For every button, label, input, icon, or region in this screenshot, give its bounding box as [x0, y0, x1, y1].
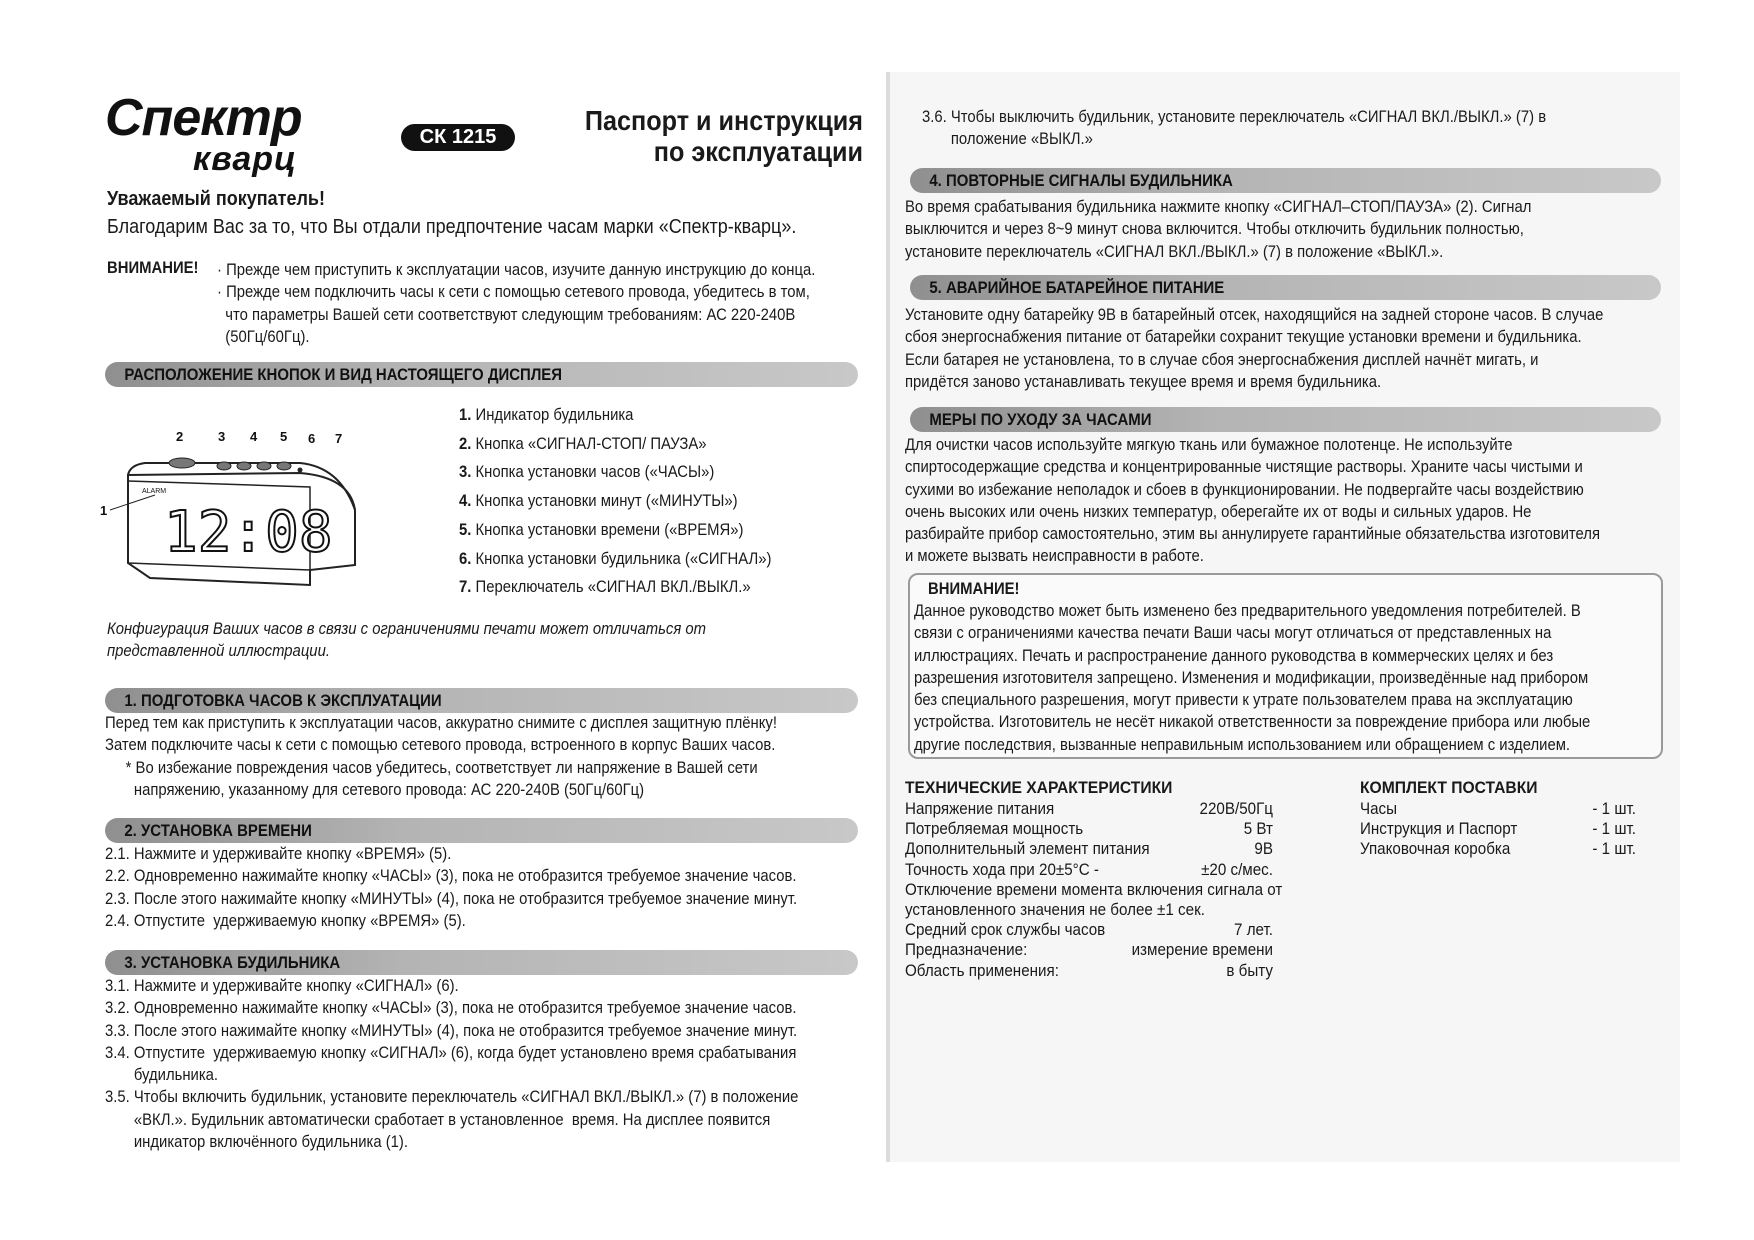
attention-line: (50Гц/60Гц).: [217, 327, 310, 346]
section3-line: 3.5. Чтобы включить будильник, установите переключатель «СИГНАЛ ВКЛ./ВЫКЛ.» (7) в положение: [105, 1088, 799, 1107]
notice-heading: ВНИМАНИЕ!: [928, 580, 1020, 598]
section-header-5: 5. АВАРИЙНОЕ БАТАРЕЙНОЕ ПИТАНИЕ: [910, 275, 1661, 300]
row-value: 7 лет.: [1234, 921, 1273, 940]
layout-section-caption: [107, 618, 773, 663]
row-label: установленного значения не более ±1 сек.: [905, 901, 1205, 920]
attention-line: что параметры Вашей сети соответствуют следующим требованиям: АС 220-240В: [217, 305, 796, 324]
spec-row: [1360, 839, 1636, 859]
notice-line: разрешения изготовителя запрещено. Изменения и модификации, произведённые над прибором: [914, 668, 1589, 687]
callout-4: 4: [250, 429, 258, 444]
row-label: Область применения:: [905, 961, 1059, 980]
thanks-text: Благодарим Вас за то, что Вы отдали предпочтение часам марки «Спектр-кварц».: [107, 216, 797, 238]
notice-line: Данное руководство может быть изменено без предварительного уведомления потребителей. В: [914, 602, 1581, 620]
care-line: Для очистки часов используйте мягкую ткань или бумажное полотенце. Не используйте: [905, 436, 1513, 454]
section4-line: установите переключатель «СИГНАЛ ВКЛ./ВЫКЛ.» (7) в положение «ВЫКЛ.».: [905, 242, 1444, 261]
row-label: Напряжение питания: [905, 800, 1055, 818]
legend-item: Кнопка «СИГНАЛ-СТОП/ ПАУЗА»: [475, 434, 707, 453]
brand-logo: [105, 89, 302, 178]
care-line: очень высоких или очень низких температур, оберегайте их от воды и сильных ударов. Не: [905, 502, 1532, 521]
spec-row: [905, 839, 1273, 859]
section-header-4: 4. ПОВТОРНЫЕ СИГНАЛЫ БУДИЛЬНИКА: [910, 168, 1661, 193]
spec-row: [905, 860, 1273, 880]
row-value: - 1 шт.: [1592, 820, 1636, 839]
section2-line: 2.4. Отпустите удерживаемую кнопку «ВРЕМЯ» (5).: [105, 911, 466, 930]
callout-2: 2: [176, 429, 184, 444]
section5-line: сбоя энергоснабжения питание от батарейки сохранит текущие установки времени и будильника.: [905, 328, 1582, 347]
section4-line: Во время срабатывания будильника нажмите кнопку «СИГНАЛ–СТОП/ПАУЗА» (2). Сигнал: [905, 198, 1532, 216]
document-title: [572, 105, 863, 167]
logo-line1: Спектр: [105, 89, 302, 147]
care-line: спиртосодержащие средства и концентрированные чистящие растворы. Храните часы чистыми и: [905, 458, 1583, 477]
section3-line: будильника.: [105, 1066, 219, 1085]
attention-line: · Прежде чем подключить часы к сети с помощью сетевого провода, убедитесь в том,: [217, 283, 810, 302]
care-lines: [905, 434, 1677, 568]
section1-line: напряжению, указанному для сетевого провода: АС 220-240В (50Гц/60Гц): [105, 780, 645, 799]
button-legend: 1. Индикатор будильника 2. Кнопка «СИГНАЛ-СТОП/ ПАУЗА» 3. Кнопка установки часов («ЧАСЫ») 4. Кнопка установки минут («МИНУТЫ») 5. Кнопка установки времени («ВРЕМЯ») 6. Кнопка установки будильника («СИГНАЛ») 7. Переключатель «СИГНАЛ ВКЛ./ВЫКЛ.»: [459, 406, 772, 597]
row-label: Дополнительный элемент питания: [905, 840, 1150, 859]
row-value: ±20 с/мес.: [1201, 860, 1273, 879]
legend-item: Индикатор будильника: [475, 406, 634, 424]
section2-line: 2.1. Нажмите и удерживайте кнопку «ВРЕМЯ» (5).: [105, 845, 452, 863]
section2-line: 2.3. После этого нажимайте кнопку «МИНУТЫ» (4), пока не отобразится требуемое значение минут.: [105, 889, 798, 908]
section-heading: РАСПОЛОЖЕНИЕ КНОПОК И ВИД НАСТОЯЩЕГО ДИСПЛЕЯ: [124, 365, 563, 384]
callout-5: 5: [280, 429, 288, 444]
notice-line: другие последствия, вызванные неправильным использованием или обращением с изделием.: [914, 735, 1571, 754]
section3-continued: [922, 106, 1615, 151]
row-label: Средний срок службы часов: [905, 921, 1106, 940]
section-header-1: 1. ПОДГОТОВКА ЧАСОВ К ЭКСПЛУАТАЦИИ: [105, 688, 858, 713]
section4-line: выключится и через 8~9 минут снова включится. Чтобы отключить будильник полностью,: [905, 220, 1524, 239]
callout-1: 1: [100, 503, 108, 518]
row-value: 220В/50Гц: [1199, 800, 1273, 818]
attention-lines: [217, 259, 882, 348]
section2-lines: [105, 843, 874, 932]
legend-item: Кнопка установки минут («МИНУТЫ»): [475, 492, 738, 511]
section1-lines: [105, 712, 852, 801]
spec-row: [905, 961, 1273, 981]
title-line2: по эксплуатации: [653, 136, 863, 167]
page-fold-divider: [886, 72, 890, 1162]
row-value: 5 Вт: [1243, 820, 1273, 839]
row-value: 9В: [1254, 840, 1273, 859]
section1-line: Перед тем как приступить к эксплуатации часов, аккуратно снимите с дисплея защитную плёнку!: [105, 714, 777, 732]
notice-line: связи с ограничениями качества печати Ваши часы могут отличаться от представленных на: [914, 624, 1552, 643]
display-time: 12:08: [164, 500, 333, 565]
row-label: Предназначение:: [905, 941, 1028, 960]
title-line1: Паспорт и инструкция: [584, 105, 863, 136]
section3-line: 3.1. Нажмите и удерживайте кнопку «СИГНАЛ» (6).: [105, 977, 459, 995]
specs-table: [905, 777, 1283, 981]
care-line: разбирайте прибор самостоятельно, этим вы аннулируете гарантийные обязательства изготовителя: [905, 525, 1601, 544]
package-heading: КОМПЛЕКТ ПОСТАВКИ: [1360, 778, 1538, 797]
section1-line: * Во избежание повреждения часов убедитесь, соответствует ли напряжение в Вашей сети: [105, 758, 758, 777]
row-label: Потребляемая мощность: [905, 820, 1084, 839]
section3-continued-line: положение «ВЫКЛ.»: [922, 130, 1093, 149]
attention-label: ВНИМАНИЕ!: [107, 259, 199, 277]
section-header-2: 2. УСТАНОВКА ВРЕМЕНИ: [105, 818, 858, 843]
legend-item: Кнопка установки часов («ЧАСЫ»): [475, 463, 715, 482]
model-badge: СК 1215: [401, 124, 515, 151]
row-label: Упаковочная коробка: [1360, 840, 1511, 859]
section5-line: Установите одну батарейку 9В в батарейный отсек, находящийся на задней стороне часов. В случае: [905, 306, 1604, 324]
legend-item: Переключатель «СИГНАЛ ВКЛ./ВЫКЛ.»: [475, 578, 751, 597]
row-label: Отключение времени момента включения сигнала от: [905, 880, 1283, 899]
legend-item: Кнопка установки будильника («СИГНАЛ»): [475, 549, 772, 568]
notice-line: устройства. Изготовитель не несёт никакой ответственности за повреждение прибора или любые: [914, 713, 1591, 732]
package-contents: [1360, 777, 1636, 860]
notice-line: без специального разрешения, могут привести к утрате пользователем права на эксплуатацию: [914, 691, 1573, 710]
section5-lines: [905, 304, 1681, 393]
care-line: и можете вызвать неисправности в работе.: [905, 547, 1204, 566]
spec-row: [1360, 819, 1636, 839]
section5-line: придётся заново устанавливать текущее время и время будильника.: [905, 372, 1382, 391]
spec-row: [905, 880, 1283, 900]
spec-row: [905, 940, 1273, 960]
illustration-caption-line: Конфигурация Ваших часов в связи с ограничениями печати может отличаться от: [107, 620, 707, 638]
section-header-care: МЕРЫ ПО УХОДУ ЗА ЧАСАМИ: [910, 407, 1661, 432]
section5-line: Если батарея не установлена, то в случае сбоя энергоснабжения дисплей начнёт мигать, и: [905, 350, 1539, 369]
spec-row: [1360, 799, 1636, 819]
section3-lines: [105, 975, 875, 1153]
section3-line: 3.4. Отпустите удерживаемую кнопку «СИГНАЛ» (6), когда будет установлено время срабатывания: [105, 1043, 797, 1062]
row-label: Инструкция и Паспорт: [1360, 820, 1518, 839]
row-label: Точность хода при 20±5°С -: [905, 860, 1099, 879]
spec-row: [905, 900, 1273, 920]
notice-box: [908, 573, 1663, 759]
row-value: - 1 шт.: [1592, 840, 1636, 859]
spec-row: [905, 819, 1273, 839]
care-line: сухими во избежание неполадок и сбоев в функционировании. Не подвергайте часы воздействию: [905, 480, 1584, 499]
section3-continued-line: 3.6. Чтобы выключить будильник, установите переключатель «СИГНАЛ ВКЛ./ВЫКЛ.» (7) в: [922, 108, 1547, 126]
section3-line: индикатор включённого будильника (1).: [105, 1133, 408, 1152]
section3-line: 3.3. После этого нажимайте кнопку «МИНУТЫ» (4), пока не отобразится требуемое значение минут.: [105, 1021, 798, 1040]
section1-line: Затем подключите часы к сети с помощью сетевого провода, встроенного в корпус Ваших часов.: [105, 736, 776, 755]
spec-row: [905, 920, 1273, 940]
section3-line: 3.2. Одновременно нажимайте кнопку «ЧАСЫ» (3), пока не отобразится требуемое значение часов.: [105, 999, 797, 1018]
notice-lines: [914, 600, 1665, 756]
row-value: в быту: [1226, 961, 1273, 980]
logo-line2: кварц: [193, 140, 297, 178]
legend-item: Кнопка установки времени («ВРЕМЯ»): [475, 520, 744, 539]
greeting: Уважаемый покупатель!: [107, 188, 325, 210]
callout-3: 3: [218, 429, 226, 444]
section-header-3: 3. УСТАНОВКА БУДИЛЬНИКА: [105, 950, 858, 975]
alarm-indicator-label: ALARM: [142, 488, 167, 495]
section2-line: 2.2. Одновременно нажимайте кнопку «ЧАСЫ» (3), пока не отобразится требуемое значение часов.: [105, 867, 797, 886]
row-value: измерение времени: [1131, 941, 1273, 960]
attention-line: · Прежде чем приступить к эксплуатации часов, изучите данную инструкцию до конца.: [217, 261, 816, 279]
illustration-caption-line: представленной иллюстрации.: [107, 642, 330, 661]
callout-7: 7: [335, 431, 343, 446]
snooze-button-drawing: [169, 458, 195, 468]
row-value: - 1 шт.: [1592, 800, 1636, 818]
section3-line: «ВКЛ.». Будильник автоматически сработает в установленное время. На дисплее появится: [105, 1110, 771, 1129]
specs-heading: ТЕХНИЧЕСКИЕ ХАРАКТЕРИСТИКИ: [905, 778, 1173, 797]
section-header-layout: [105, 362, 858, 387]
spec-row: [905, 799, 1273, 819]
section4-lines: [905, 196, 1601, 263]
callout-6: 6: [308, 431, 316, 446]
notice-line: иллюстрациях. Печать и распространение данного руководства в коммерческих целях и без: [914, 646, 1554, 665]
clock-illustration: [100, 415, 360, 600]
row-label: Часы: [1360, 800, 1398, 818]
